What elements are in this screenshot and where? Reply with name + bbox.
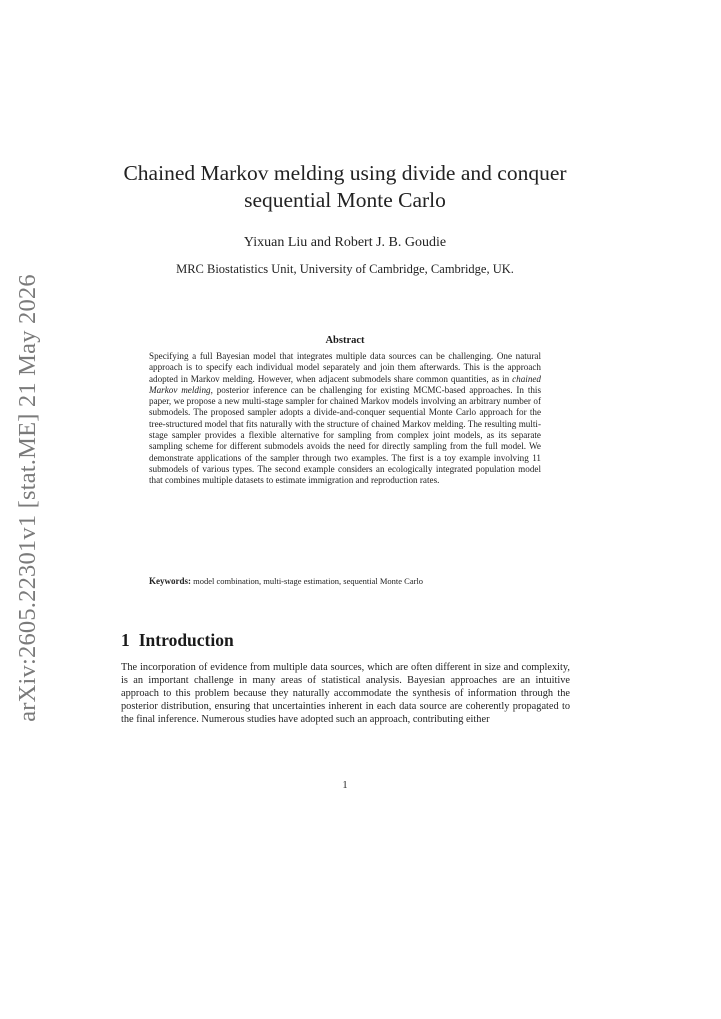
abstract-emphasis: chained Markov melding (149, 373, 541, 395)
keywords-line (149, 576, 541, 586)
paper-title-line-2: sequential Monte Carlo (244, 188, 446, 212)
page-number: 1 (342, 780, 348, 791)
arxiv-identifier-text: arXiv:2605.22301v1 [stat.ME] 21 May 2026 (14, 274, 41, 722)
abstract-text-part-1: Specifying a full Bayesian model that integrates multiple data sources can be challenging. One natural approach is to specify each individual model separately and join them afterwards. This is the approach adopted in Markov melding. However, when adjacent submodels share common quantities, as in (149, 351, 541, 384)
abstract-body (149, 351, 541, 487)
keywords-text: model combination, multi-stage estimation, sequential Monte Carlo (193, 576, 424, 586)
section-number: 1 (121, 630, 130, 650)
introduction-paragraph: The incorporation of evidence from multiple data sources, which are often different in size and complexity, is an important challenge in many areas of statistical analysis. Bayesian approaches are an intuitive approach to this problem because they naturally accommodate the synthesis of information through the posterior distribution, ensuring that uncertainties inherent in each data source are coherently propagated to the final inference. Numerous studies have adopted such an approach, contributing either (121, 662, 570, 726)
abstract-text-part-2: , posterior inference can be challenging for existing MCMC-based approaches. In this paper, we propose a new multi-stage sampler for chained Markov models involving an arbitrary number of submodels. The proposed sampler adopts a divide-and-conquer sequential Monte Carlo approach for the tree-structured model that fits naturally with the structure of chained Markov melding. The resulting multi-stage sampler provides a flexible alternative for sampling from complex joint models, as its separate sampling scheme for different submodels avoids the need for directly sampling from the full model. We demonstrate applications of the sampler through two examples. The first is a toy example involving 11 submodels of various types. The second example considers an ecologically integrated population model that combines multiple datasets to estimate immigration and reproduction rates. (149, 384, 542, 486)
section-title: Introduction (138, 630, 234, 650)
paper-title (100, 160, 590, 214)
section-heading-introduction (121, 630, 234, 651)
keywords-label: Keywords: (149, 576, 191, 586)
abstract-heading: Abstract (325, 335, 365, 346)
author-list: Yixuan Liu and Robert J. B. Goudie (243, 235, 447, 250)
arxiv-identifier-stamp (6, 274, 50, 722)
author-affiliation: MRC Biostatistics Unit, University of Cambridge, Cambridge, UK. (176, 262, 514, 276)
paper-title-line-1: Chained Markov melding using divide and conquer (123, 161, 567, 185)
